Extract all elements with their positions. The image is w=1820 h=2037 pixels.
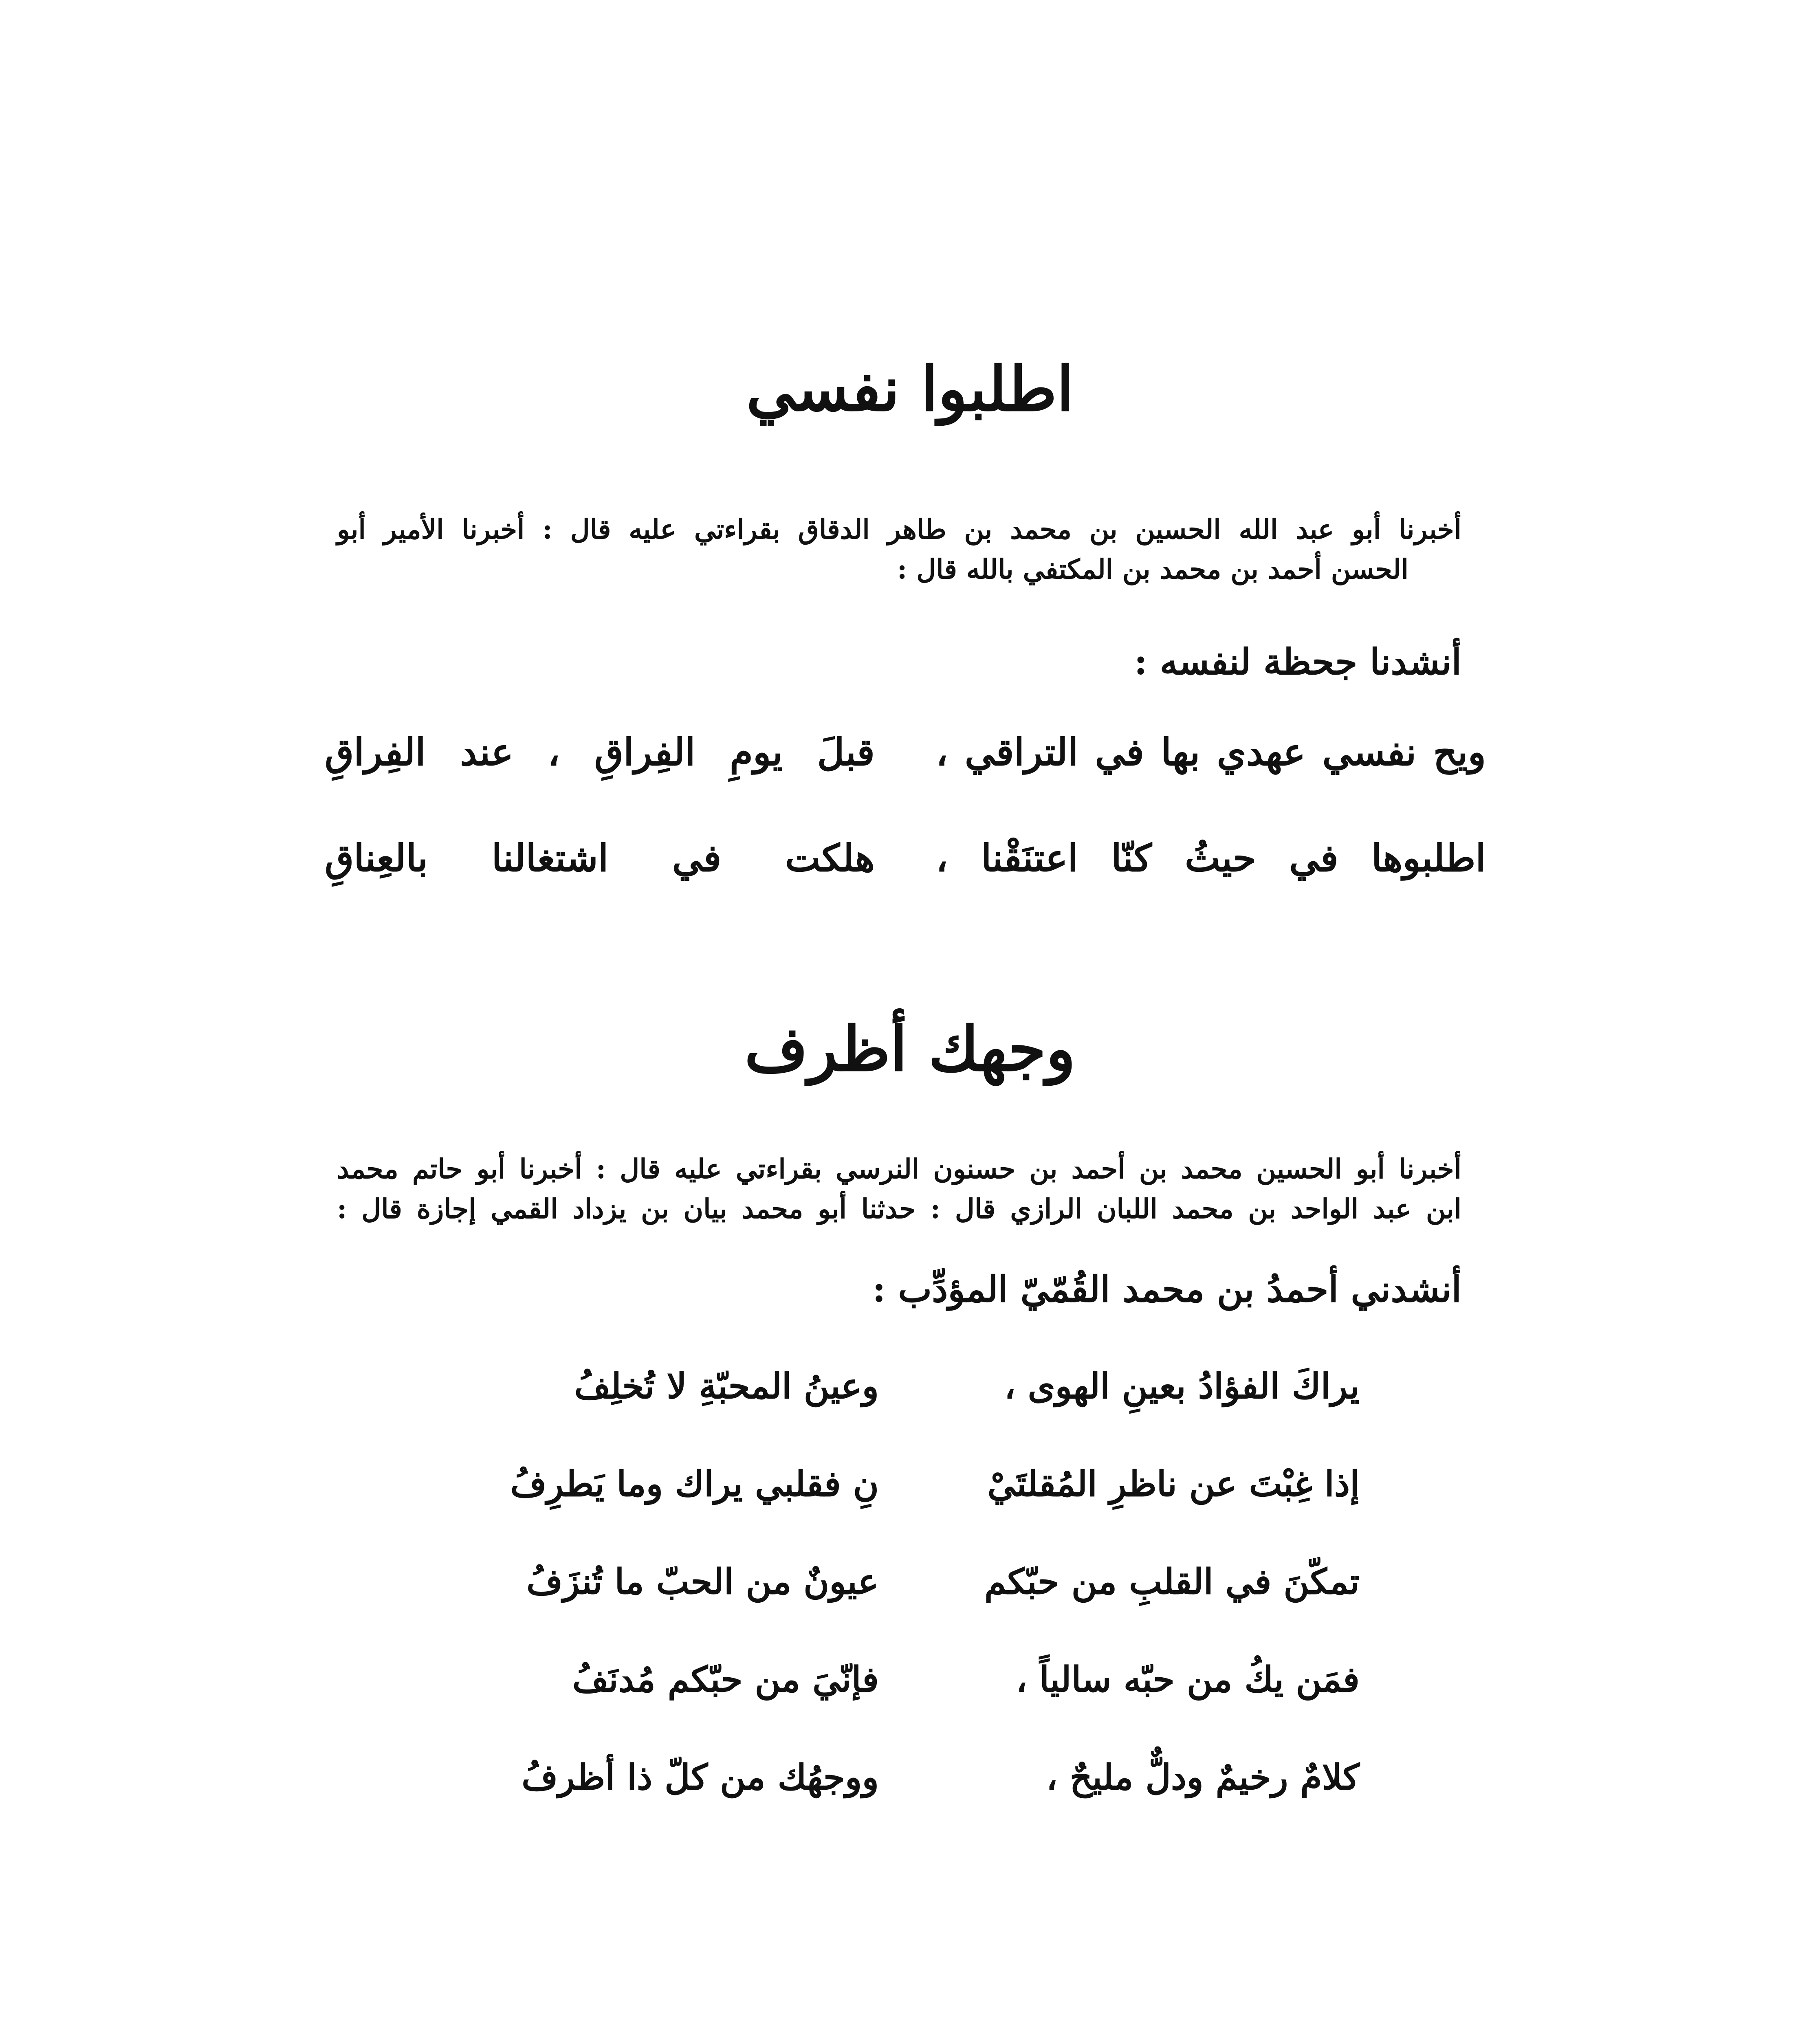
- isnad-line: ابن عبد الواحد بن محمد اللبان الرازي قال : حدثنا أبو محمد بيان بن يزداد القمي إجازة قال :: [337, 1193, 1461, 1225]
- isnad-line: أخبرنا أبو الحسين محمد بن أحمد بن حسنون النرسي بقراءتي عليه قال : أخبرنا أبو حاتم محمد: [337, 1153, 1461, 1185]
- verse-second-hemistich: قبلَ يومِ الفِراقِ ، عند الفِراقِ: [325, 730, 875, 774]
- section-title: وجهك أظرف: [744, 1013, 1076, 1085]
- verse-first-hemistich: ويح نفسي عهدي بها في التراقي ،: [936, 730, 1486, 774]
- verse-first-hemistich: فمَن يكُ من حبّه سالياً ،: [1016, 1659, 1360, 1700]
- verse-second-hemistich: هلكت في اشتغالنا بالعِناقِ: [325, 836, 875, 880]
- verse-first-hemistich: تمكّنَ في القلبِ من حبّكم: [984, 1561, 1360, 1602]
- verse-line: [325, 730, 1486, 774]
- verse-second-hemistich: وعينُ المحبّةِ لا تُخلِفُ: [574, 1366, 879, 1407]
- verse-line: [325, 836, 1486, 880]
- verse-second-hemistich: نِ فقلبي يراك وما يَطرِفُ: [510, 1463, 879, 1505]
- verse-first-hemistich: اطلبوها في حيثُ كنّا اعتنَقْنا ،: [936, 836, 1486, 880]
- isnad-line: الحسن أحمد بن محمد بن المكتفي بالله قال :: [897, 553, 1408, 585]
- poem-intro: أنشدني أحمدُ بن محمد القُمّيّ المؤدِّب :: [872, 1268, 1461, 1310]
- verse-second-hemistich: ووجهُك من كلّ ذا أظرفُ: [522, 1757, 879, 1798]
- verse-first-hemistich: كلامٌ رخيمٌ ودلٌّ مليحٌ ،: [1046, 1757, 1360, 1798]
- verse-first-hemistich: يراكَ الفؤادُ بعينِ الهوى ،: [1004, 1366, 1360, 1407]
- verse-line: [463, 1366, 1360, 1407]
- isnad-paragraph: [337, 509, 1461, 589]
- verse-first-hemistich: إذا غِبْتَ عن ناظرِ المُقلتَيْ: [987, 1463, 1360, 1505]
- isnad-line: أخبرنا أبو عبد الله الحسين بن محمد بن طاهر الدقاق بقراءتي عليه قال : أخبرنا الأمير أبو: [337, 513, 1461, 545]
- verse-line: [463, 1561, 1360, 1602]
- verse-line: [463, 1757, 1360, 1798]
- verse-second-hemistich: عيونٌ من الحبّ ما تُنزَفُ: [526, 1561, 879, 1602]
- verse-line: [463, 1463, 1360, 1505]
- verse-second-hemistich: فإنّيَ من حبّكم مُدنَفُ: [572, 1659, 879, 1700]
- isnad-paragraph: [337, 1149, 1461, 1229]
- section-title: اطلبوا نفسي: [746, 353, 1074, 425]
- verse-line: [463, 1659, 1360, 1700]
- poem-intro: أنشدنا جحظة لنفسه :: [1134, 640, 1461, 683]
